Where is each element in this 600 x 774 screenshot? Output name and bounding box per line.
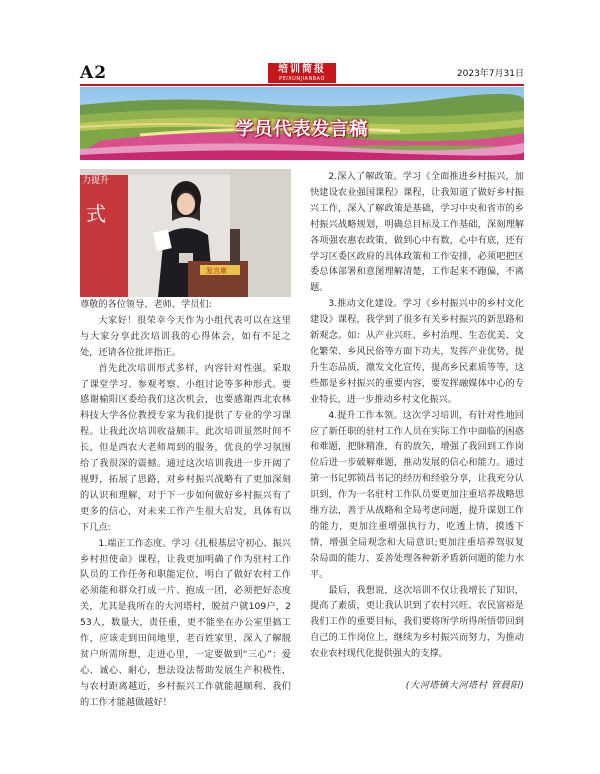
page-number: A2	[80, 63, 108, 83]
article-right-column	[310, 169, 524, 694]
paragraph-point-3: 3.推动文化建设。学习《乡村振兴中的乡村文化建设》课程，我学到了很多有关乡村振兴的新思路和新观念。如：从产业兴旺、乡村治理、生态优美、文化繁荣、乡风民俗等方面下功夫，发挥产业优势，提升生态品质，激发文化宣传，提高乡民素质等等，这些都是乡村振兴的重要内容，要发挥融媒体中心的专业特长，进一步推动乡村文化振兴。	[310, 298, 524, 405]
banner-title: 学员代表发言稿	[235, 119, 369, 140]
banner	[80, 87, 524, 160]
masthead-title: 培训简报	[278, 64, 326, 75]
author-signature: (大河塔镇大河塔村 管晨阳)	[405, 680, 524, 692]
header-divider	[80, 84, 524, 86]
paragraph-conclusion: 最后，我想说，这次培训不仅让我增长了知识，提高了素质，更让我认识到了农村兴旺、农民富裕是我们工作的重要目标，我们要将所学所得所悟带回到自己的工作岗位上，继续为乡村振兴而努力，为推动农业农村现代化提供强大的支撑。	[310, 584, 524, 660]
masthead-subtitle: PEIXUNJIANBAO	[279, 76, 325, 82]
speaker-photo-image	[80, 169, 291, 297]
speaker-photo	[80, 169, 291, 297]
paragraph-overview: 首先此次培训形式多样，内容针对性强。采取了课堂学习、参观考察、小组讨论等多种形式。要感谢榆阳区委给我们这次机会，也要感谢西北农林科技大学各位教授专家为我们提供了专业的学习课程。让我此次培训收益颇丰。此次培训虽然时间不长，但是西农大老师周到的服务，优良的学习氛围给了我很深的震撼。通过这次培训我进一步开阔了视野，拓展了思路，对乡村振兴战略有了更加深刻的认识和理解，对于下一步如何做好乡村振兴有了更多的信心，对未来工作产生很大启发，具体有以下几点:	[80, 362, 291, 533]
paragraph-point-2: 2.深入了解政策。学习《全面推进乡村振兴，加快建设农业强国课程》课程，让我知道了做好乡村振兴工作，深入了解政策是基础，学习中央和省市的乡村振兴战略规划，明确总目标及工作基础，深刻理解各项强农惠农政策，做到心中有数，心中有底，还有学习区委区政府的具体政策和工作安排，必须吧把区委总体部署和意图理解清楚，工作起来不跑偏，不离题。	[310, 171, 524, 294]
page-header	[80, 63, 524, 84]
backdrop-text-1: 力提升	[82, 176, 110, 186]
paragraph-greeting: 大家好！很荣幸今天作为小组代表可以在这里与大家分享此次培训我的心得体会，如有不足之处，还请各位批评指正。	[80, 314, 291, 358]
backdrop-text-2: 式	[86, 202, 106, 226]
masthead-logo	[268, 63, 336, 83]
salutation: 尊敬的各位领导、老师、学员们:	[80, 299, 212, 310]
issue-date: 2023年7月31日	[456, 69, 524, 79]
paragraph-point-1: 1.端正工作态度。学习《扎根基层守初心、振兴乡村担使命》课程，让我更加明确了作为驻村工作队员的工作任务和职能定位，明白了做好农村工作必须能和群众打成一片、抱成一团，必须把好态度关，尤其是我所在的大河塔村，脱贫户就109户，253人，数量大，责任重，更不能坐在办公室里搞工作，应该走到田间地里，老百姓家里，深入了解脱贫户所需所想，走进心里，一定要做到“三心”：爱心、诚心、耐心，想法设法帮助发展生产积极性，与农村距离越近，乡村振兴工作就能越顺利、我们的工作才能越做越好！	[80, 537, 291, 708]
article-left-column	[80, 297, 291, 711]
podium-label: 发言席	[206, 267, 227, 275]
paragraph-point-4: 4.提升工作本领。这次学习培训，有针对性地回应了新任职的驻村工作人员在实际工作中面临的困惑和难题，把脉精准，有的放矢，增强了我回到工作岗位后进一步破解难题，推动发展的信心和能力。通过第一书记郭锁昌书记的经历和经验分享，让我充分认识到，作为一名驻村工作队员要更加注重培养战略思维方法，善于从战略和全局考虑问题，提升谋划工作的能力，更加注重增强执行力，吃透上情，摸透下情，增强全局观念和大局意识;更加注重培养驾驭复杂局面的能力、妥善处理各种新矛盾新问题的能力水平。	[310, 409, 524, 580]
